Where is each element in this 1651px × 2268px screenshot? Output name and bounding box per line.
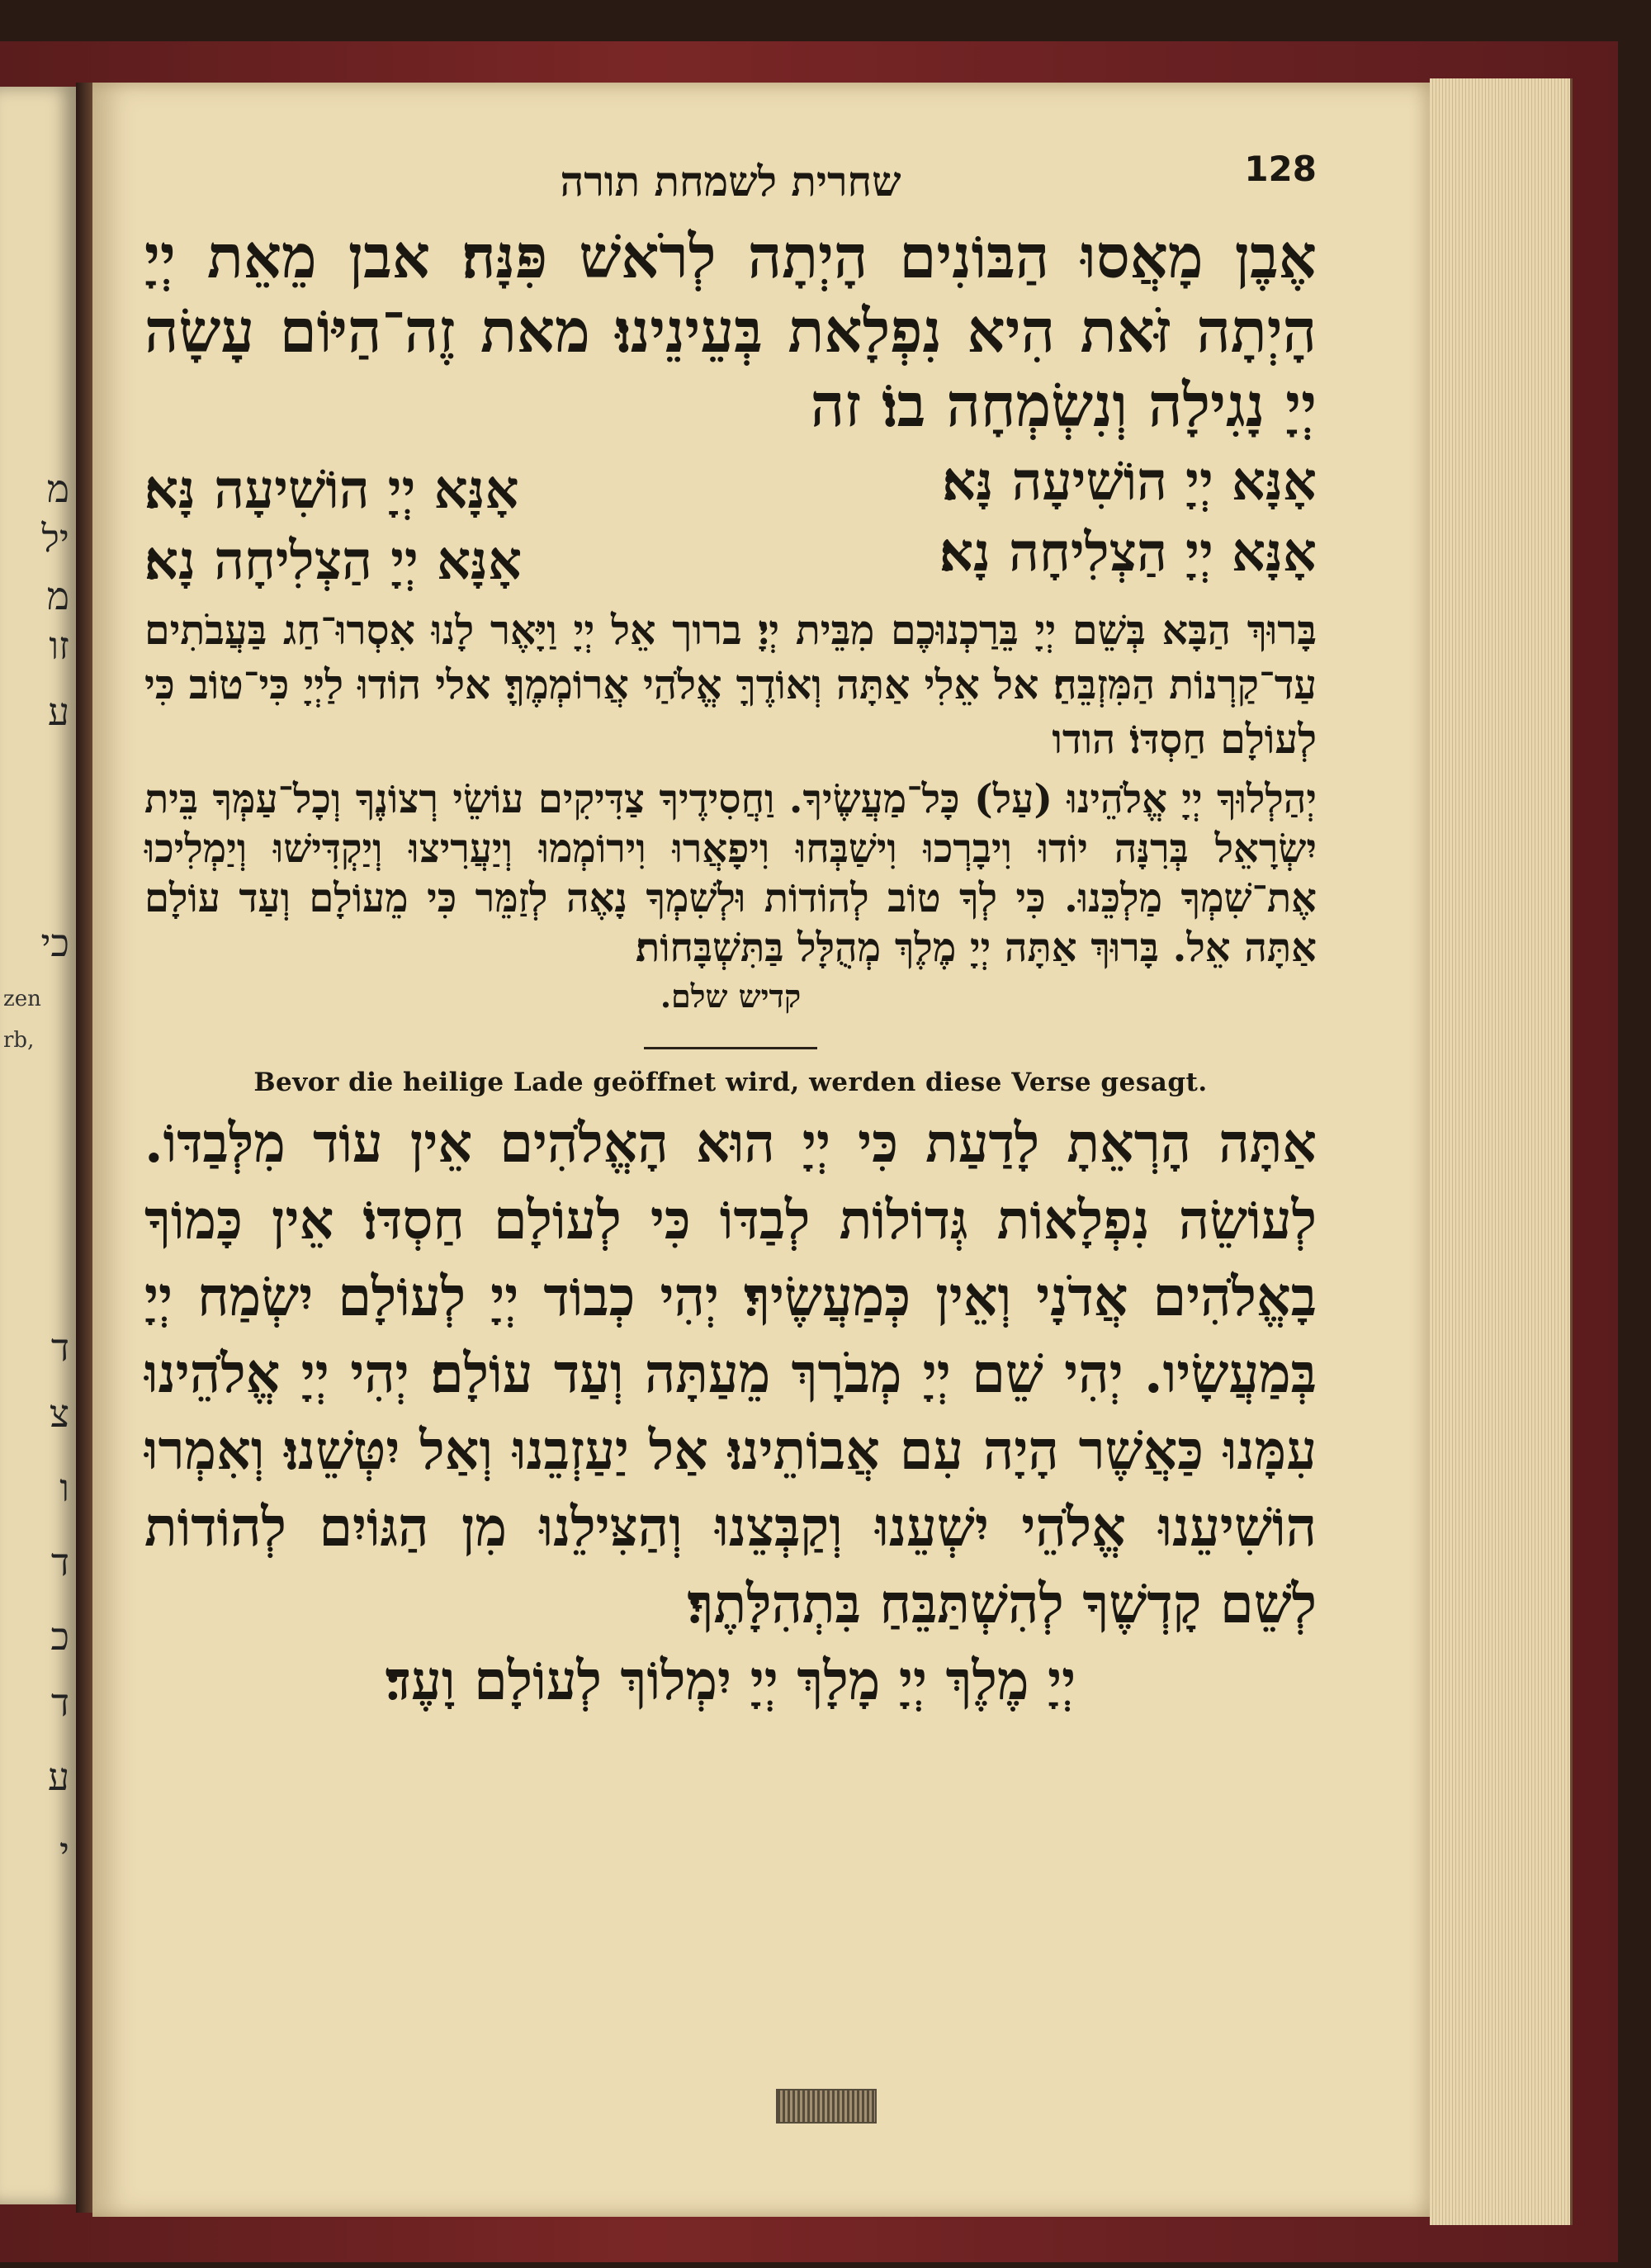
anna-line: אָנָּא יְיָ הוֹשִׁיעָה נָּא׃ (942, 451, 1317, 513)
anna-line: אָנָּא יְיָ הַצְלִיחָה נָא׃ (144, 530, 523, 592)
page-edges (1430, 78, 1573, 2225)
german-instruction: Bevor die heilige Lade geöffnet wird, werden diese Verse gesagt. (253, 1068, 1208, 1097)
left-fragment: זו (49, 623, 69, 668)
left-fragment: ע (47, 689, 69, 734)
left-fragment: י (59, 1829, 69, 1873)
page-header (144, 124, 1317, 215)
anna-line: אָנָּא יְיָ הַצְלִיחָה נָא׃ (939, 522, 1317, 584)
verses-top: אֶבֶן מָאֲסוּ הַבּוֹנִים הָיְתָה לְרֹאשׁ פִּנָּה׃ אבן מֵאֵת יְיָ הָיְתָה זֹּאת הִיא נִפְלָאת בְּעֵינֵינוּ׃ מאת זֶה־הַיּוֹם עָשָׂה יְיָ נָגִילָה וְנִשְׂמְחָה בוֹ׃ זה (144, 221, 1317, 440)
left-latin-fragment: zen (3, 987, 41, 1011)
left-fragment: ד (50, 1680, 69, 1725)
left-fragment: ו (59, 1465, 69, 1510)
verses-ata-hareta (144, 1106, 1317, 1720)
left-fragment: ד (50, 1325, 69, 1370)
running-title: שחרית לשמחת תורה (560, 157, 901, 206)
verses-yehallelucha: יְהַלְלוּךָ יְיָ אֱלֹהֵינוּ (עַל) כָּל־מַעֲשֶׂיךָ. וַחֲסִידֶיךָ צַדִּיקִים עוֹשֵׂי רְצוֹנֶךָ וְכָל־עַמְּךָ בֵּית יִשְׂרָאֵל בְּרִנָּה יוֹדוּ וִיבָרְכוּ וִישַׁבְּחוּ וִיפָאֲרוּ וִירוֹמְמוּ וְיַעֲרִיצוּ וְיַקְדִּישׁוּ וְיַמְלִיכוּ אֶת־שִׁמְךָ מַלְכֵּנוּ. כִּי לְךָ טוֹב לְהוֹדוֹת וּלְשִׁמְךָ נָאֶה לְזַמֵּר כִּי מֵעוֹלָם וְעַד עוֹלָם אַתָּה אֵל. בָּרוּךְ אַתָּה יְיָ מֶלֶךְ מְהֻלָּל בַּתִּשְׁבָּחוֹת׃ (144, 776, 1317, 971)
left-fragment: ע (47, 1754, 69, 1799)
left-fragment: כ (50, 1614, 69, 1659)
left-fragment: מ (46, 466, 69, 511)
verses-ata-hareta-body: אַתָּה הָרְאֵתָ לָדַעַת כִּי יְיָ הוּא הָאֱלֹהִים אֵין עוֹד מִלְּבַדּוֹ. לְעוֹשֵׂה נִפְלָאוֹת גְּדוֹלוֹת לְבַדּוֹ כִּי לְעוֹלָם חַסְדּוֹ׃ אֵין כָּמוֹךָ בָאֱלֹהִים אֲדֹנָי וְאֵין כְּמַעֲשֶׂיךָ׃ יְהִי כְבוֹד יְיָ לְעוֹלָם יִשְׂמַח יְיָ בְּמַעֲשָׂיו. יְהִי שֵׁם יְיָ מְבֹרָךְ מֵעַתָּה וְעַד עוֹלָם׃ יְהִי יְיָ אֱלֹהֵינוּ עִמָּנוּ כַּאֲשֶׁר הָיָה עִם אֲבוֹתֵינוּ׃ אַל יַעַזְבֵנוּ וְאַל יִטְּשֵׁנוּ׃ וְאִמְרוּ הוֹשִׁיעֵנוּ אֱלֹהֵי יִשְׁעֵנוּ וְקַבְּצֵנוּ וְהַצִּילֵנוּ מִן הַגּוֹיִם לְהוֹדוֹת לְשֵׁם קָדְשֶׁךָ לְהִשְׁתַּבֵּחַ בִּתְהִלָּתֶךָ׃ (144, 1112, 1317, 1636)
verses-baruch-haba: בָּרוּךְ הַבָּא בְּשֵׁם יְיָ בֵּרַכְנוּכֶם מִבֵּית יְיָ׃ ברוך אֵל יְיָ וַיָּאֶר לָנוּ אִסְרוּ־חַג בַּעֲבֹתִים עַד־קַרְנוֹת הַמִּזְבֵּחַ׃ אל אֵלִי אַתָּה וְאוֹדֶךָּ אֱלֹהַי אֲרוֹמְמֶךָּ׃ אלי הוֹדוּ לַיְיָ כִּי־טוֹב כִּי לְעוֹלָם חַסְדּוֹ׃ הודו (144, 606, 1317, 763)
left-page (0, 87, 76, 2204)
left-fragment: כי (40, 921, 69, 965)
anna-refrain (144, 443, 1317, 591)
left-latin-fragment: rb, (3, 1028, 35, 1053)
page-content (144, 124, 1317, 1720)
left-fragment: צ (49, 1391, 69, 1436)
left-fragment: ד (50, 1540, 69, 1584)
anna-line: אָנָּא יְיָ הוֹשִׁיעָה נָּא׃ (144, 459, 519, 521)
kaddish-note: קדיש שלם. (660, 978, 802, 1015)
verses-ata-hareta-last: יְיָ מֶלֶךְ יְיָ מָלָךְ יְיָ יִמְלוֹךְ לְעוֹלָם וָעֶד׃ (385, 1650, 1076, 1712)
left-fragment: יל (41, 516, 69, 561)
left-fragment: מ (46, 574, 69, 618)
page-number: 128 (1244, 149, 1317, 189)
library-stamp (776, 2089, 877, 2124)
section-divider (644, 1047, 817, 1049)
